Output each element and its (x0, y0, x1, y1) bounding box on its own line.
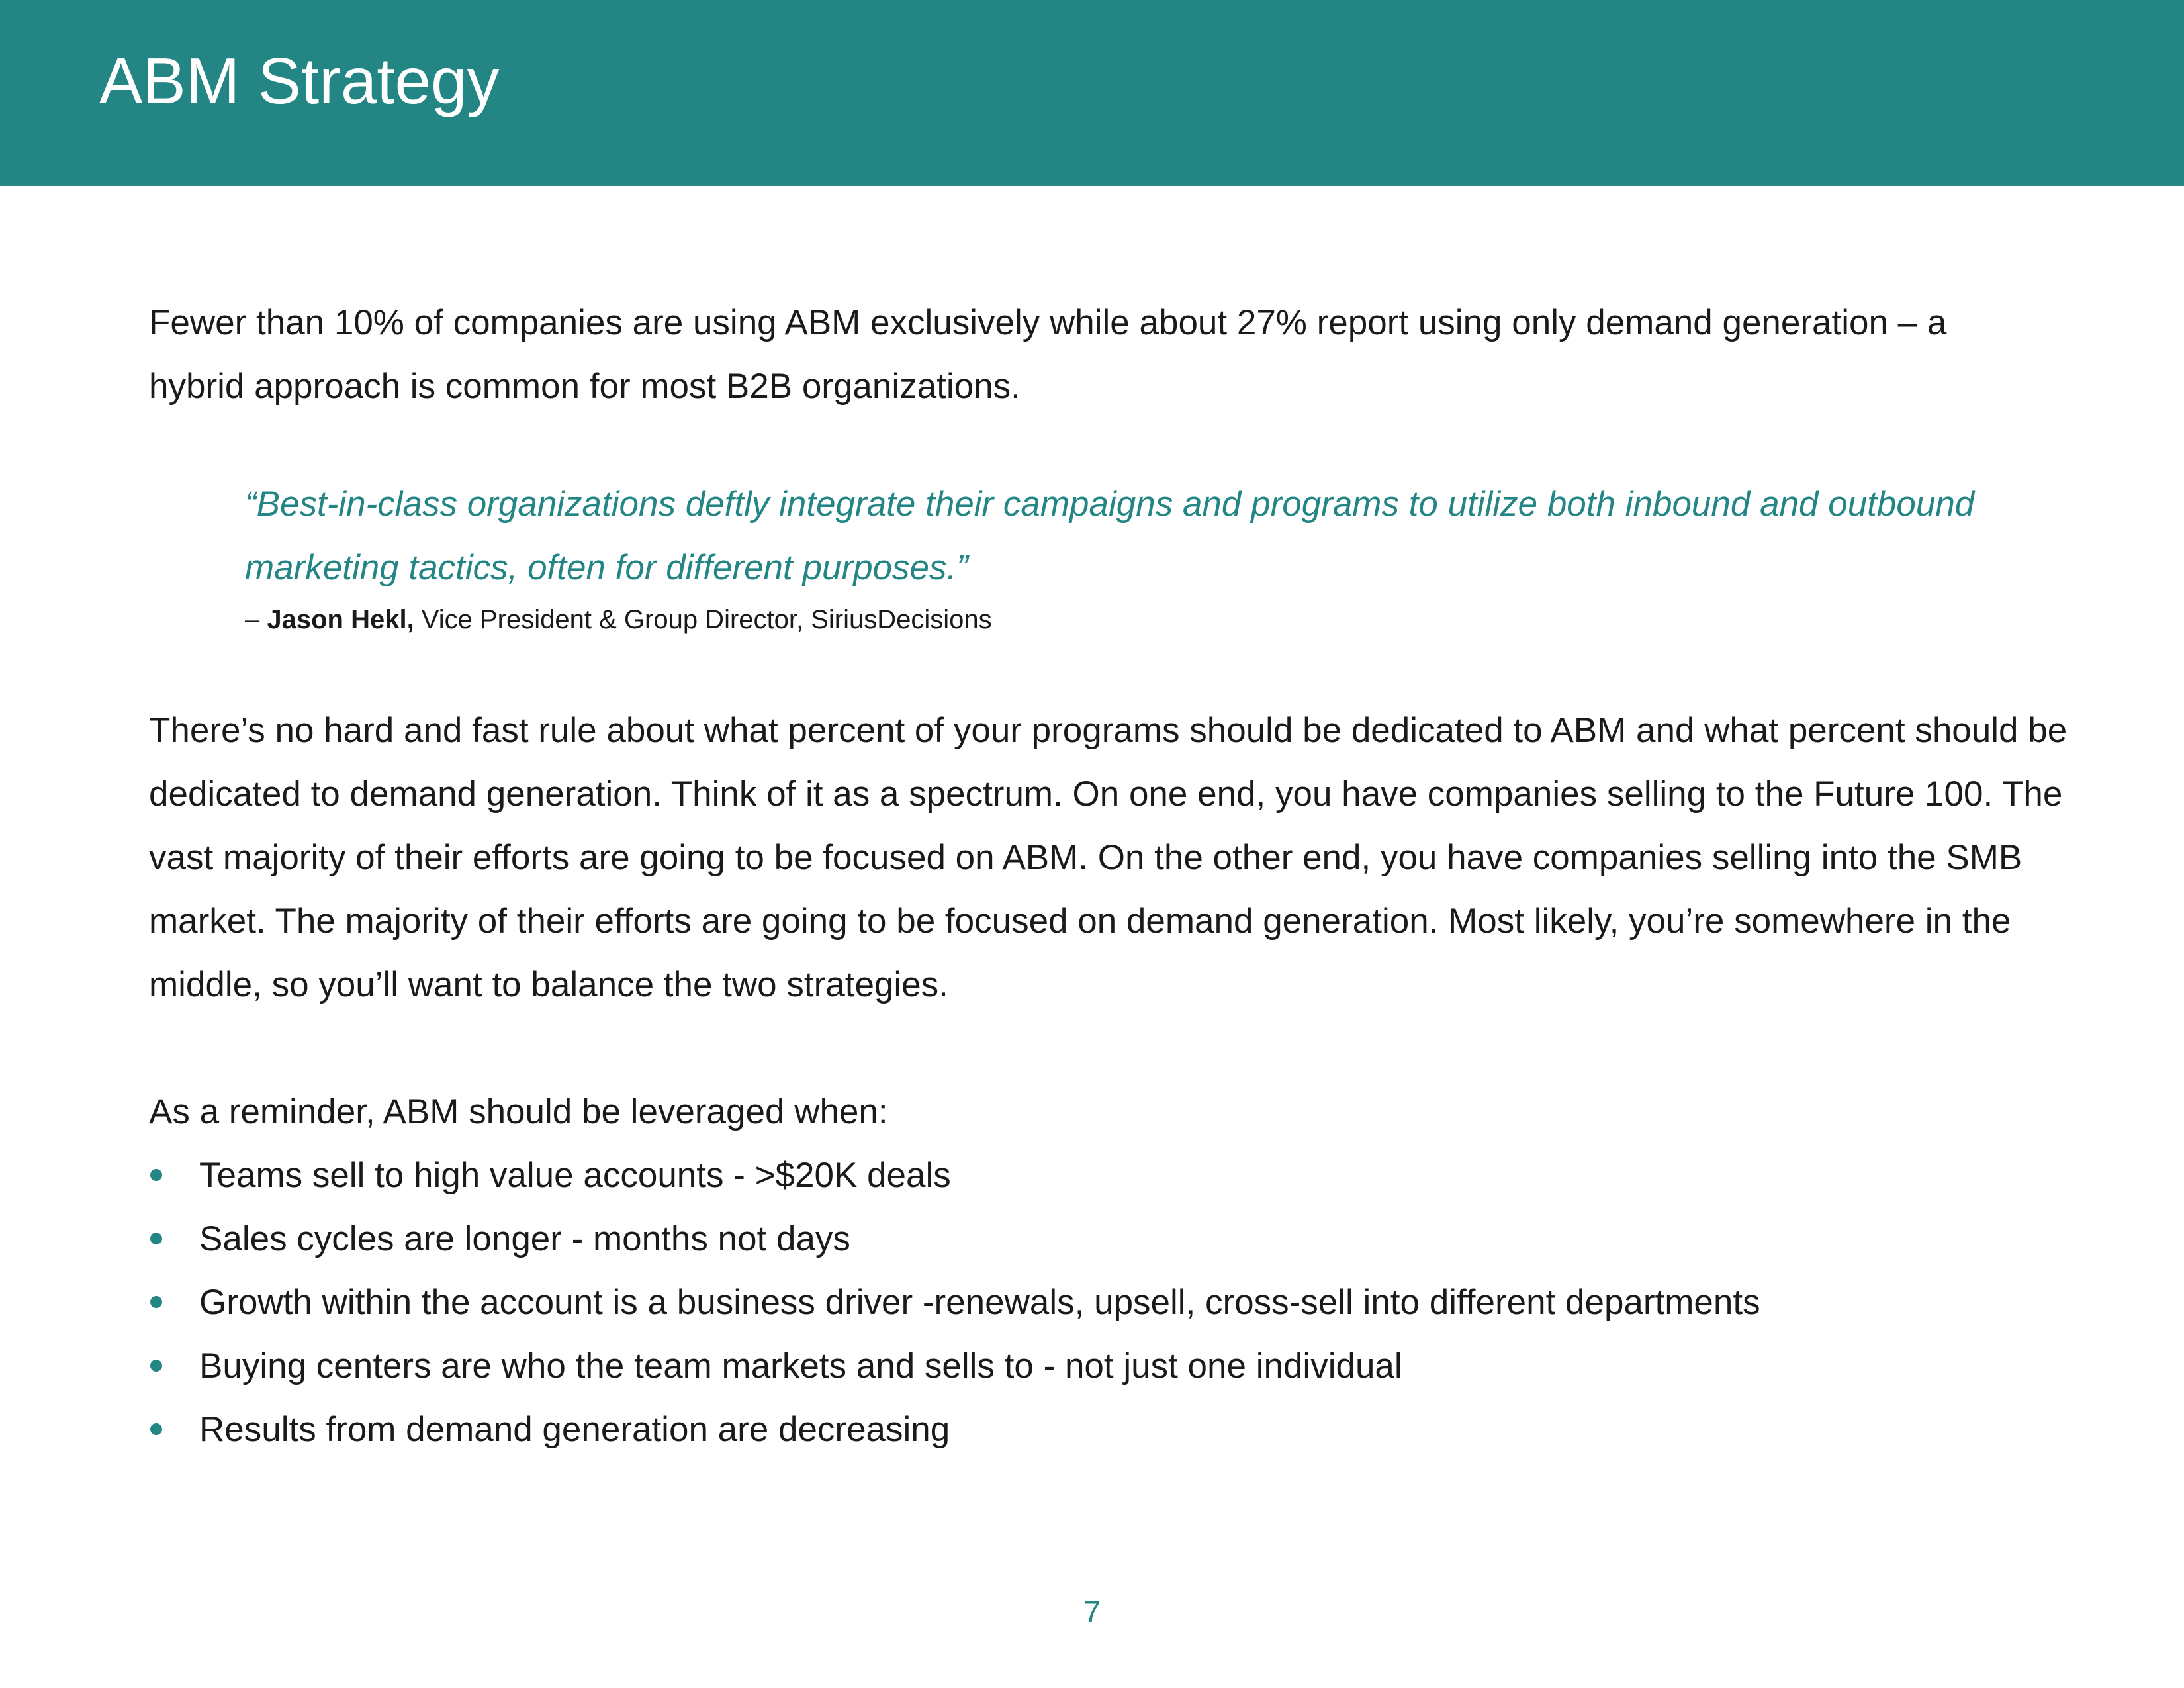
quote-attribution (245, 600, 2068, 639)
quote-author: Jason Hekl, (267, 605, 414, 634)
list-item (149, 1335, 2068, 1398)
quote-text: “Best-in-class organizations deftly integrate their campaigns and programs to utilize both inbound and outbound marketing tactics, often for different purposes.” (245, 485, 1975, 587)
page-title: ABM Strategy (99, 44, 500, 117)
bullet-icon (150, 1360, 162, 1372)
pull-quote (245, 473, 2068, 639)
body-paragraph: There’s no hard and fast rule about what percent of your programs should be dedicated to ABM and what percent should be dedicated to demand generation. Think of it as a spectrum. On one end, you have companies selling to the Future 100. The vast majority of their efforts are going to be focused on ABM. On the other end, you have companies selling into the SMB market. The majority of their efforts are going to be focused on demand generation. Most likely, you’re somewhere in the middle, so you’ll want to balance the two strategies. (149, 711, 2068, 1004)
list-item-text: Sales cycles are longer - months not days (199, 1219, 850, 1258)
bullet-icon (150, 1169, 162, 1181)
bullet-icon (150, 1423, 162, 1435)
main-content (149, 291, 2068, 1462)
reminder-list (149, 1144, 2068, 1462)
attribution-dash: – (245, 605, 267, 634)
list-item-text: Results from demand generation are decreasing (199, 1410, 950, 1449)
bullet-icon (150, 1296, 162, 1308)
page-number: 7 (1083, 1595, 1101, 1629)
list-item (149, 1144, 2068, 1207)
bullet-icon (150, 1233, 162, 1244)
list-item-text: Buying centers are who the team markets and sells to - not just one individual (199, 1346, 1402, 1385)
intro-paragraph: Fewer than 10% of companies are using ABM exclusively while about 27% report using only demand generation – a hybrid approach is common for most B2B organizations. (149, 303, 1947, 406)
list-item-text: Teams sell to high value accounts - >$20K deals (199, 1156, 951, 1195)
list-item-text: Growth within the account is a business driver -renewals, upsell, cross-sell into different departments (199, 1283, 1760, 1322)
list-item (149, 1271, 2068, 1335)
list-item (149, 1207, 2068, 1271)
reminder-lead: As a reminder, ABM should be leveraged when: (149, 1092, 888, 1131)
list-item (149, 1398, 2068, 1462)
quote-author-role: Vice President & Group Director, SiriusDecisions (414, 605, 992, 634)
header-band (0, 0, 2184, 186)
